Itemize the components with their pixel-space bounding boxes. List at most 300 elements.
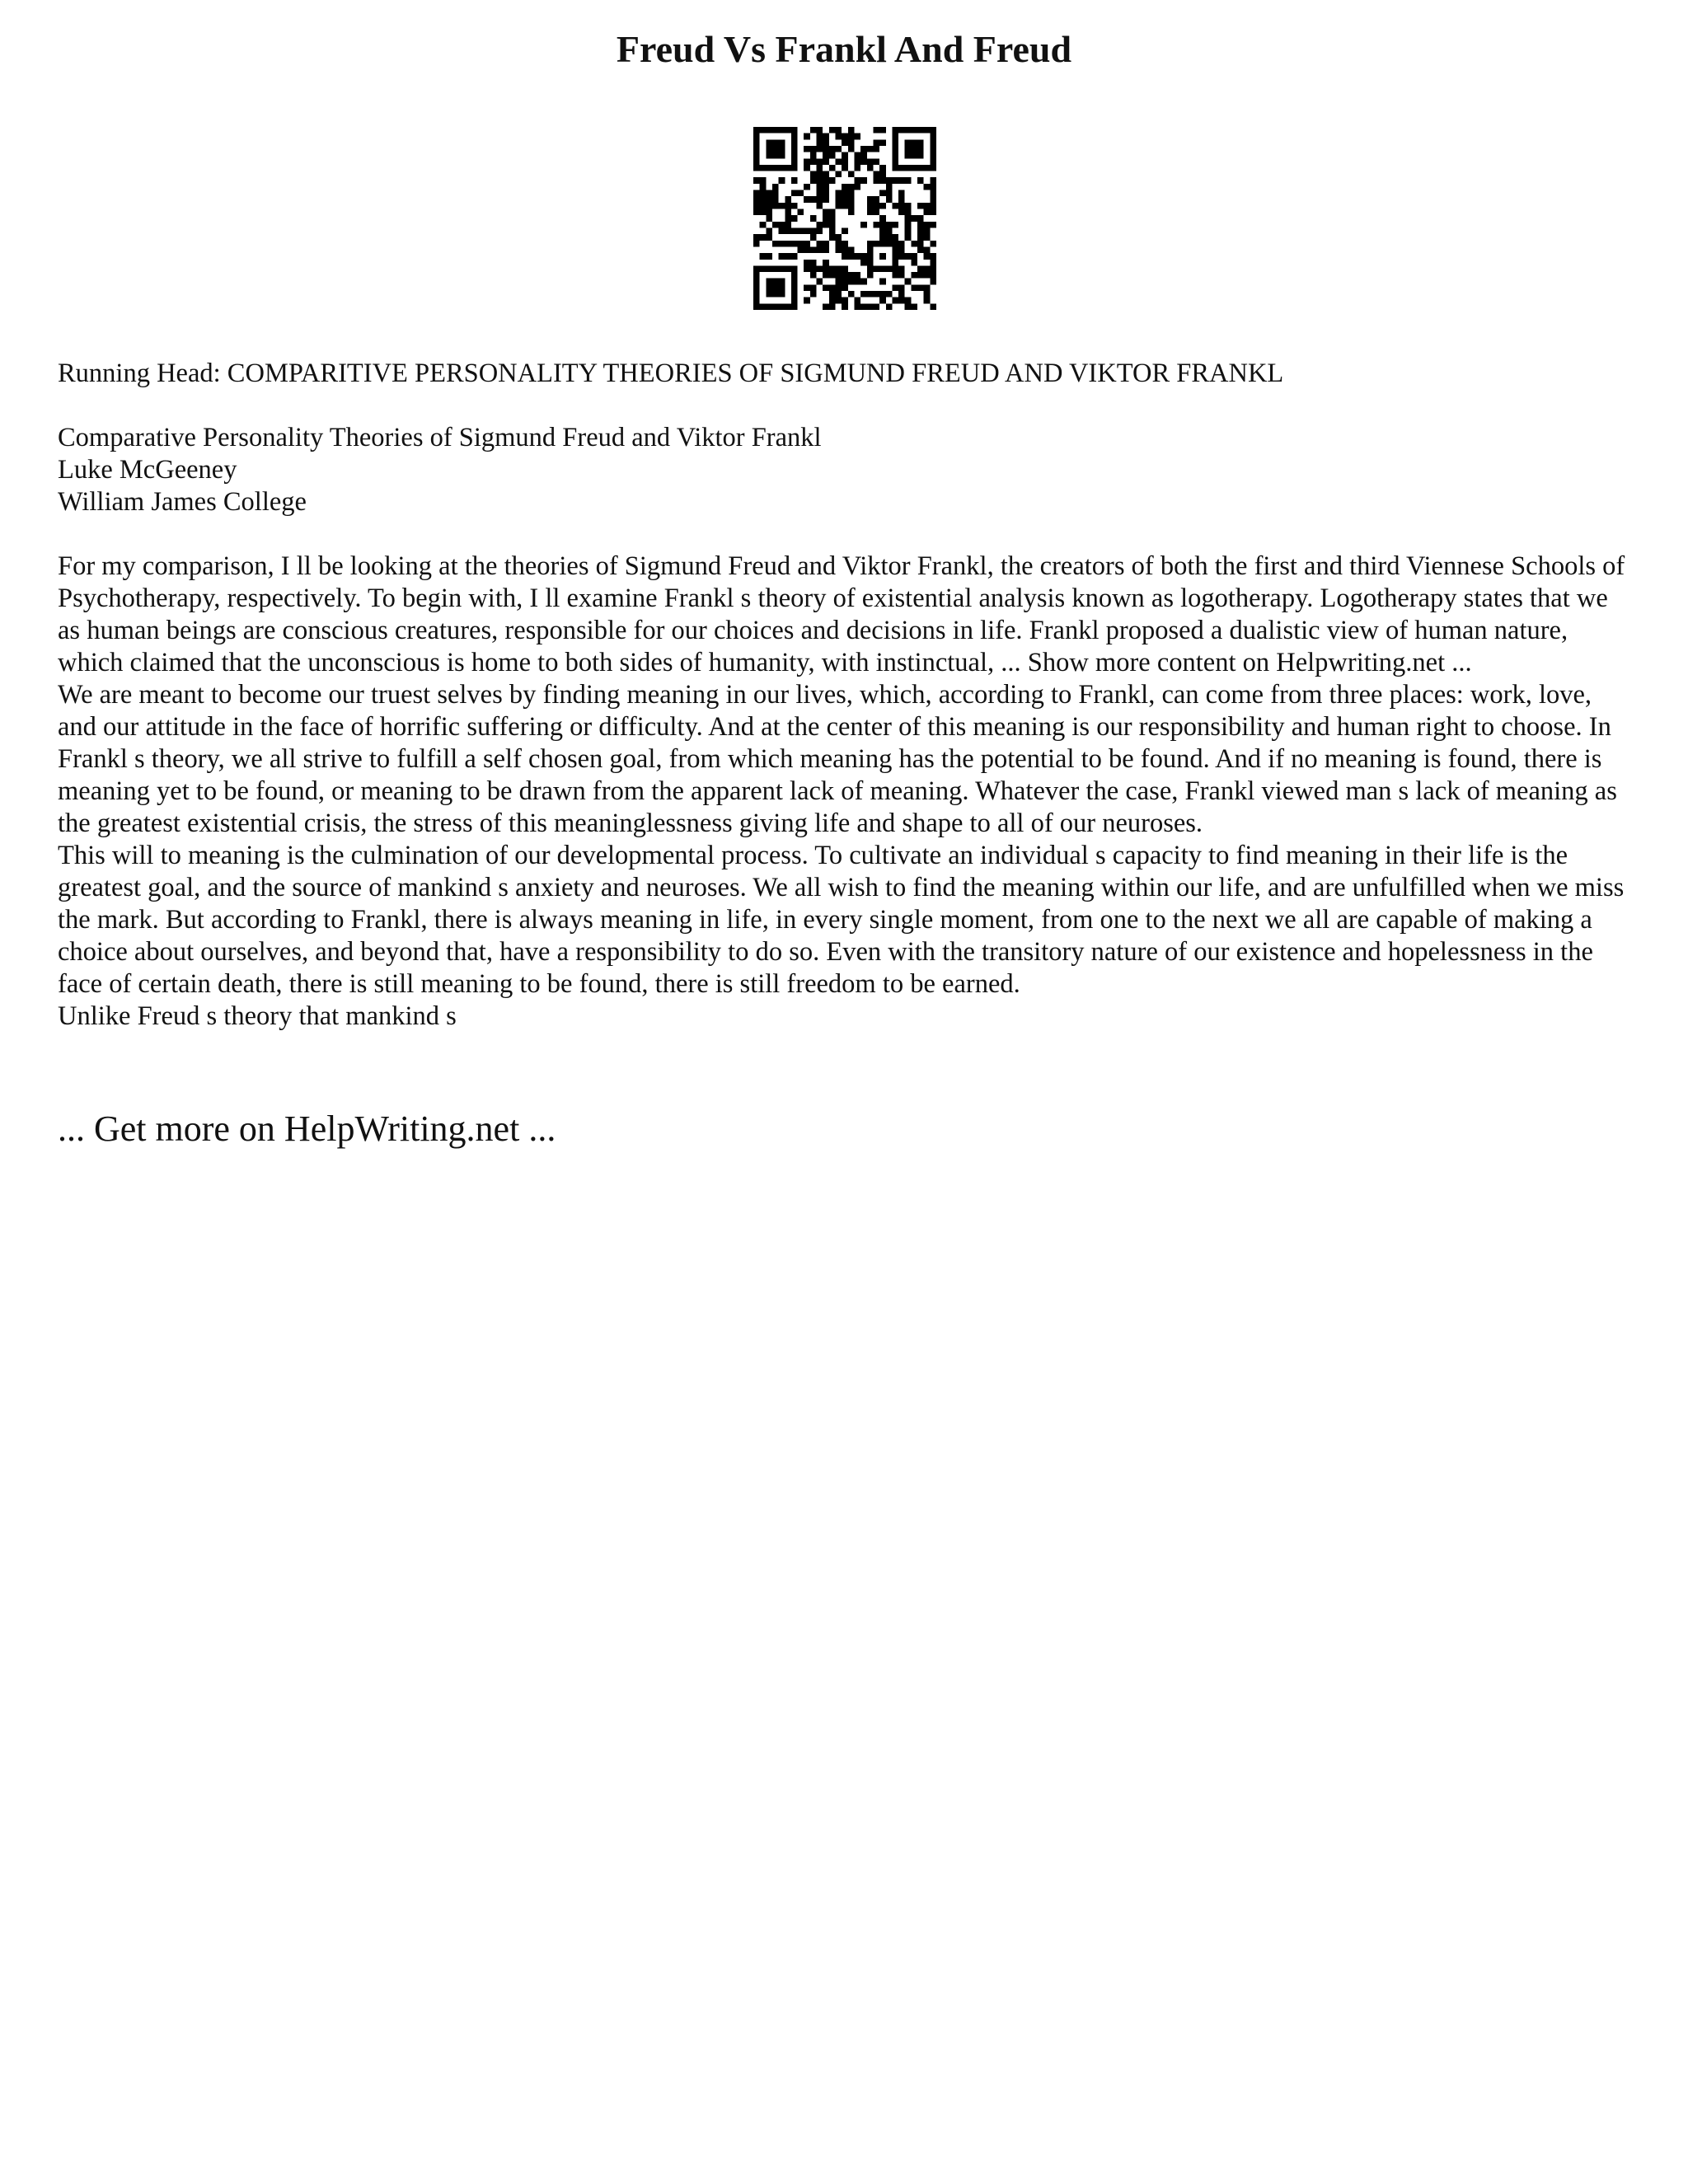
qr-module [829,152,836,159]
qr-module [867,253,874,260]
qr-module [873,158,879,165]
qr-module [823,246,829,253]
qr-module [772,291,779,298]
qr-module [930,265,936,272]
qr-module [848,146,855,152]
qr-module [924,227,931,234]
qr-module [760,196,767,203]
qr-module [823,272,829,279]
qr-module [779,241,785,247]
qr-module [842,184,848,190]
qr-module [766,279,772,285]
qr-module [785,215,791,222]
qr-module [772,152,779,159]
qr-module [753,134,760,140]
qr-module [772,139,779,146]
qr-module [917,222,924,228]
qr-module [753,234,760,241]
qr-module [924,253,931,260]
qr-module [848,190,855,197]
qr-module [892,134,898,140]
qr-module [766,190,772,197]
qr-module [879,234,886,241]
qr-module [836,203,842,209]
qr-module [873,127,879,134]
qr-module [854,303,860,310]
qr-module [791,272,798,279]
qr-module [860,303,867,310]
qr-module [753,146,760,152]
qr-module [798,241,804,247]
qr-module [753,298,760,304]
qr-module [911,127,917,134]
qr-module [848,203,855,209]
qr-module [810,291,817,298]
qr-module [791,298,798,304]
body-paragraph: We are meant to become our truest selves by finding meaning in our lives, which, according to Frankl, can come from three places: work, love, and our attitude in the face of horrific suffering or difficulty. And at the center of this meaning is our responsibility and human right to choose. In Frankl s theory, we all strive to fulfill a self chosen goal, from which meaning has the potential to be found. And if no meaning is found, there is meaning yet to be found, or meaning to be drawn from the apparent lack of meaning. Whatever the case, Frankl viewed man s lack of meaning as the greatest existential crisis, the stress of this meaninglessness giving life and shape to all of our neuroses. [58,680,1617,838]
qr-module [905,227,912,234]
qr-module [842,303,848,310]
qr-module [766,291,772,298]
qr-module [879,203,886,209]
qr-module [905,215,912,222]
qr-module [886,291,893,298]
qr-module [924,209,931,216]
qr-module [810,227,817,234]
qr-module [873,265,879,272]
qr-module [836,291,842,298]
qr-module [879,165,886,171]
qr-module [879,253,886,260]
qr-module [886,265,893,272]
qr-module [886,177,893,184]
qr-module [772,222,779,228]
qr-module [760,222,767,228]
qr-module [886,184,893,190]
qr-module [917,127,924,134]
qr-module [791,152,798,159]
get-more-link[interactable]: ... Get more on HelpWriting.net ... [58,1108,556,1149]
qr-module [823,190,829,197]
qr-module [791,265,798,272]
qr-module [823,139,829,146]
qr-module [791,146,798,152]
qr-module [892,246,898,253]
qr-module [785,222,791,228]
qr-module [772,303,779,310]
qr-module [898,272,905,279]
qr-module [905,146,912,152]
qr-module [873,177,879,184]
qr-module [823,177,829,184]
qr-module [924,184,931,190]
qr-module [823,222,829,228]
qr-module [791,203,798,209]
qr-module [917,152,924,159]
qr-module [892,241,898,247]
qr-module [753,165,760,171]
qr-module [766,152,772,159]
qr-module [879,177,886,184]
qr-module [817,196,823,203]
qr-module [772,146,779,152]
qr-module [779,265,785,272]
qr-module [842,265,848,272]
qr-module [823,196,829,203]
qr-module [823,241,829,247]
qr-module [898,265,905,272]
qr-module [867,146,874,152]
qr-module [905,127,912,134]
qr-module [873,209,879,216]
qr-module [753,284,760,291]
qr-module [848,127,855,134]
qr-module [917,246,924,253]
qr-module [854,134,860,140]
qr-module [836,127,842,134]
qr-module [848,272,855,279]
qr-module [829,284,836,291]
qr-module [886,241,893,247]
qr-module [804,165,810,171]
qr-module [879,265,886,272]
author-name: Luke McGeeney [58,455,237,485]
qr-module [842,152,848,159]
qr-module [879,279,886,285]
qr-module [842,196,848,203]
qr-module [766,253,772,260]
qr-module [873,303,879,310]
qr-module [917,203,924,209]
qr-module [829,209,836,216]
qr-module [779,279,785,285]
qr-module [917,272,924,279]
qr-module [804,196,810,203]
qr-module [817,165,823,171]
qr-module [917,227,924,234]
qr-module [823,171,829,178]
qr-module [898,196,905,203]
qr-module [924,291,931,298]
qr-module [836,146,842,152]
qr-module [867,196,874,203]
qr-module [760,127,767,134]
qr-module [760,253,767,260]
qr-module [836,158,842,165]
qr-module [766,165,772,171]
qr-module [766,127,772,134]
qr-module [886,227,893,234]
qr-module [917,234,924,241]
qr-module [810,196,817,203]
qr-module [791,215,798,222]
qr-module [766,146,772,152]
qr-module [766,209,772,216]
qr-module [753,190,760,197]
qr-module [917,265,924,272]
qr-module [860,152,867,159]
qr-module [753,209,760,216]
qr-module [911,284,917,291]
qr-module [898,209,905,216]
qr-module [760,184,767,190]
qr-module [779,291,785,298]
qr-module [917,146,924,152]
qr-module [905,152,912,159]
qr-module [766,215,772,222]
qr-module [905,298,912,304]
qr-module [772,165,779,171]
qr-module [804,184,810,190]
qr-module [836,279,842,285]
qr-module [911,165,917,171]
qr-module [854,253,860,260]
qr-module [892,298,898,304]
qr-module [867,209,874,216]
qr-module [886,196,893,203]
qr-module [892,222,898,228]
qr-module [854,184,860,190]
qr-module [817,241,823,247]
qr-module [791,134,798,140]
qr-module [842,284,848,291]
qr-module [930,303,936,310]
qr-module [766,139,772,146]
qr-module [898,127,905,134]
qr-module [798,246,804,253]
qr-module [854,165,860,171]
qr-module [804,158,810,165]
qr-module [779,152,785,159]
qr-module [823,134,829,140]
qr-module [860,158,867,165]
qr-module [810,152,817,159]
qr-module [892,152,898,159]
qr-module [766,227,772,234]
qr-module [860,253,867,260]
qr-module [911,139,917,146]
qr-module [779,227,785,234]
qr-module [829,265,836,272]
title-block [58,422,1632,518]
qr-module [879,222,886,228]
qr-module [753,139,760,146]
qr-module [892,272,898,279]
qr-module [924,165,931,171]
qr-module [766,234,772,241]
qr-module [892,265,898,272]
qr-module [924,298,931,304]
qr-module [867,246,874,253]
qr-module [785,253,791,260]
qr-module [817,203,823,209]
qr-module [817,177,823,184]
qr-module [879,291,886,298]
qr-module [779,253,785,260]
qr-module [804,265,810,272]
qr-module [924,222,931,228]
qr-module [836,284,842,291]
qr-module [836,246,842,253]
qr-module [898,241,905,247]
qr-module [898,246,905,253]
qr-module [810,260,817,266]
qr-module [898,165,905,171]
qr-module [791,127,798,134]
qr-module [867,260,874,266]
qr-module [810,127,817,134]
qr-module [791,165,798,171]
qr-module [829,165,836,171]
qr-module [798,190,804,197]
qr-module [930,177,936,184]
qr-module [817,227,823,234]
qr-module [873,203,879,209]
qr-module [772,190,779,197]
paper-title: Comparative Personality Theories of Sigmund Freud and Viktor Frankl [58,423,822,452]
qr-module [817,184,823,190]
qr-module [842,246,848,253]
qr-module [930,184,936,190]
qr-module [905,177,912,184]
qr-module [930,272,936,279]
qr-module [867,158,874,165]
qr-module [779,139,785,146]
qr-module [879,227,886,234]
qr-module [804,246,810,253]
qr-module [848,246,855,253]
qr-module [924,284,931,291]
qr-module [924,203,931,209]
qr-module [785,241,791,247]
qr-module [892,203,898,209]
qr-module [848,253,855,260]
qr-module [753,152,760,159]
qr-module [791,303,798,310]
qr-module [791,253,798,260]
qr-module [930,209,936,216]
qr-module [804,260,810,266]
qr-module [829,272,836,279]
qr-module [772,279,779,285]
qr-module [753,265,760,272]
qr-module [930,241,936,247]
qr-module [772,241,779,247]
qr-module [817,190,823,197]
qr-module [772,184,779,190]
qr-module [892,139,898,146]
qr-module [753,241,760,247]
qr-module [810,146,817,152]
qr-module [779,177,785,184]
qr-module [823,265,829,272]
qr-module [798,209,804,216]
qr-module [817,158,823,165]
qr-module [810,158,817,165]
qr-module [823,215,829,222]
qr-module [867,203,874,209]
qr-module [810,177,817,184]
qr-module [930,165,936,171]
qr-module [804,298,810,304]
qr-module [854,272,860,279]
running-head: Running Head: COMPARITIVE PERSONALITY THEORIES OF SIGMUND FREUD AND VIKTOR FRANKL [58,359,1284,388]
qr-module [917,241,924,247]
qr-module [785,265,791,272]
qr-module [760,234,767,241]
document-body [58,358,1632,1033]
qr-module [917,284,924,291]
qr-module [810,272,817,279]
qr-module [829,291,836,298]
qr-module [779,284,785,291]
qr-module [772,127,779,134]
qr-module [879,215,886,222]
qr-module [766,203,772,209]
qr-module [911,241,917,247]
qr-module [836,298,842,304]
qr-module [836,171,842,178]
qr-module [898,203,905,209]
qr-module [911,303,917,310]
qr-module [779,165,785,171]
qr-module [924,234,931,241]
qr-module [873,196,879,203]
qr-module [804,227,810,234]
qr-module [791,284,798,291]
qr-module [804,146,810,152]
qr-module [804,241,810,247]
qr-module [879,190,886,197]
qr-module [905,165,912,171]
qr-module [760,165,767,171]
body-paragraph: Unlike Freud s theory that mankind s [58,1001,457,1031]
qr-module [810,234,817,241]
qr-module [823,146,829,152]
qr-module [836,234,842,241]
body-paragraph: For my comparison, I ll be looking at the theories of Sigmund Freud and Viktor Frankl, the creators of both the first and third Viennese Schools of Psychotherapy, respectively. To begin with, I ll examine Frankl s theory of existential analysis known as logotherapy. Logotherapy states that we as human beings are conscious creatures, responsible for our choices and decisions in life. Frankl proposed a dualistic view of human nature, which claimed that the unconscious is home to both sides of humanity, with instinctual, ... Show more content on Helpwriting.net ... [58,551,1625,677]
qr-module [886,234,893,241]
qr-module [854,152,860,159]
qr-module [924,127,931,134]
qr-module [836,272,842,279]
qr-module [911,272,917,279]
qr-module [823,303,829,310]
qr-module [842,165,848,171]
qr-module [810,246,817,253]
qr-module [848,134,855,140]
qr-module [785,303,791,310]
qr-module [892,260,898,266]
qr-module [817,265,823,272]
qr-module [930,190,936,197]
qr-module [760,203,767,209]
qr-module [930,203,936,209]
qr-module [753,272,760,279]
qr-module [779,146,785,152]
qr-module [930,134,936,140]
qr-module [779,203,785,209]
qr-module [892,234,898,241]
qr-module [836,241,842,247]
qr-module [785,227,791,234]
qr-module [892,146,898,152]
qr-module [867,303,874,310]
qr-module [860,279,867,285]
qr-module [930,222,936,228]
qr-module [873,222,879,228]
qr-module [798,227,804,234]
